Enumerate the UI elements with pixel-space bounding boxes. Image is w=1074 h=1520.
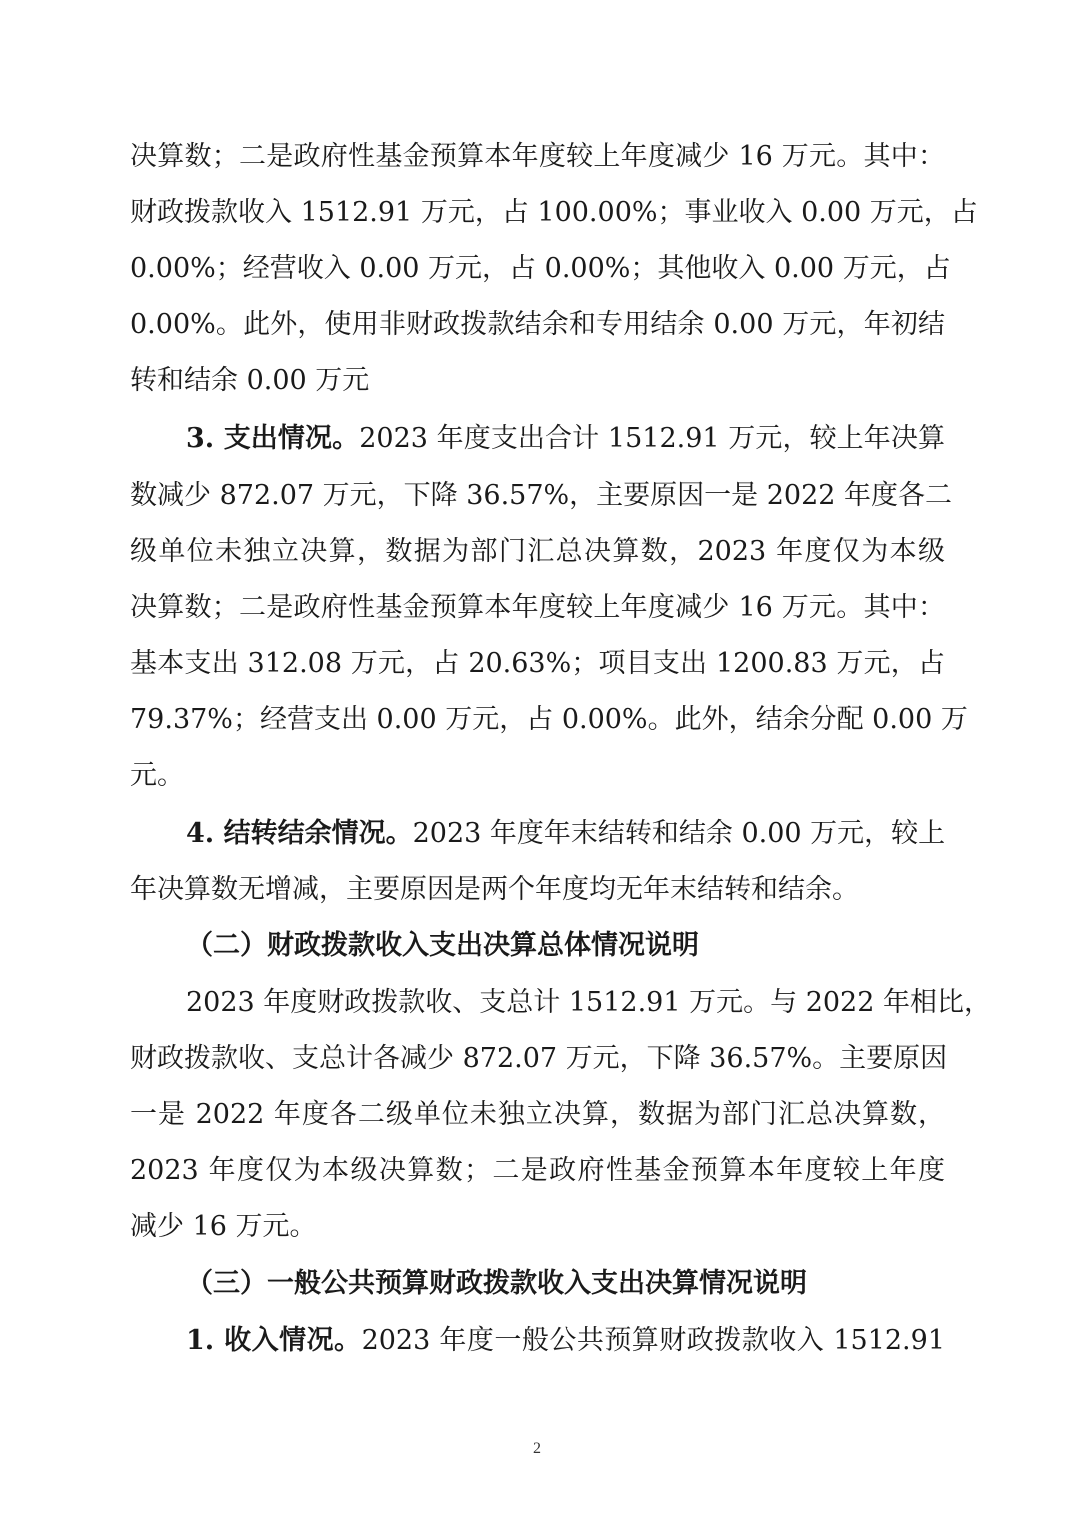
heading-section-2: （二）财政拨款收入支出决算总体情况说明 (186, 930, 699, 961)
text-line: 2023 年度财政拨款收、支总计 1512.91 万元。与 2022 年相比， (186, 987, 991, 1018)
text-line: 决算数；二是政府性基金预算本年度较上年度减少 16 万元。其中： (130, 141, 945, 172)
section-4-label: 4. 结转结余情况。 (186, 818, 413, 849)
text-line: 0.00%；经营收入 0.00 万元，占 0.00%；其他收入 0.00 万元，占 (130, 253, 951, 284)
text-line: 转和结余 0.00 万元 (130, 365, 370, 396)
text-line: 79.37%；经营支出 0.00 万元，占 0.00%。此外，结余分配 0.00 万 (130, 704, 968, 735)
page-number: 2 (533, 1440, 541, 1457)
heading-section-3: （三）一般公共预算财政拨款收入支出决算情况说明 (186, 1268, 807, 1299)
text-line: 财政拨款收、支总计各减少 872.07 万元，下降 36.57%。主要原因 (130, 1043, 948, 1074)
section-3-first-line (186, 419, 945, 459)
text-line: 0.00%。此外，使用非财政拨款结余和专用结余 0.00 万元，年初结 (130, 309, 945, 340)
text-line: 基本支出 312.08 万元，占 20.63%；项目支出 1200.83 万元，占 (130, 648, 945, 679)
text-line: 数减少 872.07 万元，下降 36.57%，主要原因一是 2022 年度各二 (130, 480, 953, 511)
section-3-text: 2023 年度支出合计 1512.91 万元，较上年决算 (359, 423, 945, 454)
text-line: 减少 16 万元。 (130, 1211, 317, 1242)
text-line: 元。 (130, 760, 184, 791)
section-1-text: 2023 年度一般公共预算财政拨款收入 1512.91 (361, 1325, 946, 1356)
section-3-label: 3. 支出情况。 (186, 423, 360, 454)
text-line: 级单位未独立决算，数据为部门汇总决算数，2023 年度仅为本级 (130, 536, 945, 567)
text-line: 一是 2022 年度各二级单位未独立决算，数据为部门汇总决算数， (130, 1099, 945, 1130)
text-line: 决算数；二是政府性基金预算本年度较上年度减少 16 万元。其中： (130, 592, 945, 623)
text-line: 2023 年度仅为本级决算数；二是政府性基金预算本年度较上年度 (130, 1155, 945, 1186)
section-1-label: 1. 收入情况。 (186, 1325, 362, 1356)
section-4-first-line (186, 814, 945, 854)
section-4-text: 2023 年度年末结转和结余 0.00 万元，较上 (412, 818, 946, 849)
section-1-first-line (186, 1321, 945, 1361)
text-line: 财政拨款收入 1512.91 万元，占 100.00%；事业收入 0.00 万元，占 (130, 197, 978, 228)
text-line: 年决算数无增减，主要原因是两个年度均无年末结转和结余。 (130, 874, 859, 905)
